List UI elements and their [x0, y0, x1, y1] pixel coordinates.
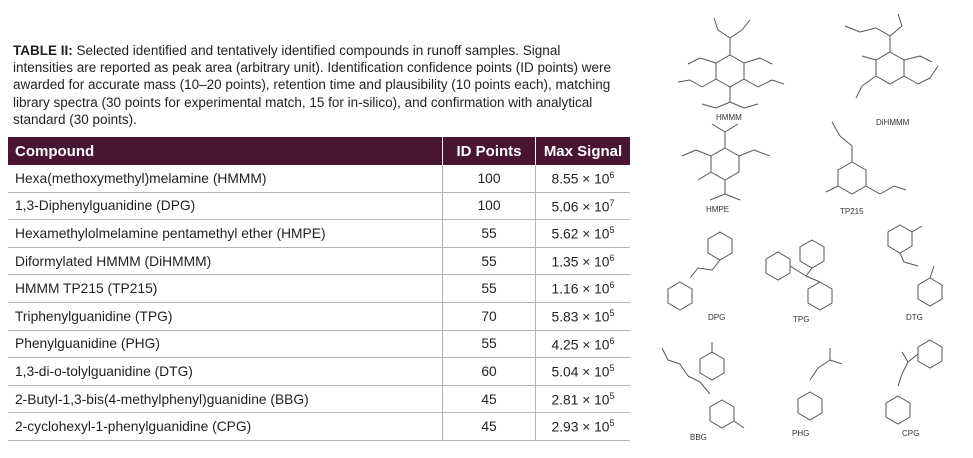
- phg-structure: [798, 348, 842, 420]
- id-points-cell: 55: [443, 220, 536, 248]
- table-row: [8, 192, 630, 220]
- max-signal-cell: $2.93 \times 10^5$: [536, 413, 631, 441]
- table-row: [8, 330, 630, 358]
- max-signal-cell: $1.16 \times 10^6$: [536, 275, 631, 303]
- max-signal-cell: $2.81 \times 10^5$: [536, 385, 631, 413]
- signal-mantissa: 5.06: [551, 199, 579, 215]
- structure-label-bbg: BBG: [690, 433, 707, 442]
- table-row: [8, 302, 630, 330]
- dihmmm-structure: [845, 14, 938, 98]
- signal-exponent: 7: [609, 197, 615, 208]
- compound-cell: Hexamethylolmelamine pentamethyl ether (HMPE): [8, 220, 443, 248]
- compound-cell: 1,3-di-o-tolylguanidine (DTG): [8, 358, 443, 386]
- structure-label-hmmm: HMMM: [716, 113, 742, 122]
- caption-label: TABLE II:: [13, 43, 73, 58]
- signal-exponent: 5: [609, 418, 615, 429]
- table-row: [8, 247, 630, 275]
- max-signal-cell: $5.06 \times 10^7$: [536, 192, 631, 220]
- structure-label-phg: PHG: [792, 429, 810, 438]
- id-points-cell: 55: [443, 330, 536, 358]
- signal-exponent: 6: [609, 170, 615, 180]
- signal-mantissa: 1.35: [551, 254, 579, 270]
- compound-cell: Triphenylguanidine (TPG): [8, 302, 443, 330]
- id-points-cell: 100: [443, 192, 536, 220]
- tpg-structure: [766, 240, 832, 310]
- structure-label-dtg: DTG: [906, 313, 923, 322]
- structure-label-cpg: CPG: [902, 429, 920, 438]
- cpg-structure: [886, 340, 942, 424]
- signal-exponent: 6: [609, 280, 615, 291]
- dpg-structure: [668, 232, 732, 310]
- table-row: [8, 220, 630, 248]
- table-row: [8, 358, 630, 386]
- column-header-id-points: ID Points: [443, 137, 536, 165]
- hmmm-structure: [678, 18, 784, 108]
- hmpe-structure: [682, 124, 770, 200]
- max-signal-cell: $5.83 \times 10^5$: [536, 302, 631, 330]
- signal-exponent: 5: [609, 390, 615, 401]
- compound-cell: 1,3-Diphenylguanidine (DPG): [8, 192, 443, 220]
- id-points-cell: 100: [443, 165, 536, 192]
- structure-label-dpg: DPG: [708, 313, 726, 322]
- tp215-structure: [826, 122, 906, 194]
- id-points-cell: 45: [443, 385, 536, 413]
- compound-cell: Diformylated HMMM (DiHMMM): [8, 247, 443, 275]
- signal-mantissa: 5.62: [551, 226, 579, 242]
- column-header-compound: Compound: [8, 137, 443, 165]
- table-row: [8, 385, 630, 413]
- caption-text: Selected identified and tentatively identified compounds in runoff samples. Signal intensities are reported as peak area (arbitrary unit). Identification confidence points (ID points) were awarded for accurate mass (10–20 points), retention time and plausibility (10 points each), matching library spectra (30 points for experimental match, 15 for in-silico), and confirmation with analytical standard (30 points).: [13, 43, 612, 127]
- max-signal-cell: $5.04 \times 10^5$: [536, 358, 631, 386]
- signal-mantissa: 8.55: [551, 171, 579, 187]
- id-points-cell: 70: [443, 302, 536, 330]
- signal-mantissa: 4.25: [551, 337, 579, 353]
- bbg-structure: [662, 342, 744, 428]
- id-points-cell: 60: [443, 358, 536, 386]
- compound-cell: Phenylguanidine (PHG): [8, 330, 443, 358]
- max-signal-cell: $1.35 \times 10^6$: [536, 247, 631, 275]
- table-caption: [13, 42, 623, 128]
- signal-mantissa: 5.83: [551, 309, 579, 325]
- structure-label-tpg: TPG: [793, 315, 810, 324]
- table-row: [8, 413, 630, 441]
- chemical-structures-panel: [640, 0, 973, 458]
- signal-mantissa: 2.81: [551, 392, 579, 408]
- signal-exponent: 5: [609, 307, 615, 318]
- max-signal-cell: $4.25 \times 10^6$: [536, 330, 631, 358]
- table-header-row: [8, 137, 630, 165]
- max-signal-cell: $5.62 \times 10^5$: [536, 220, 631, 248]
- compound-cell: HMMM TP215 (TP215): [8, 275, 443, 303]
- column-header-max-signal: Max Signal: [543, 142, 623, 160]
- signal-exponent: 5: [609, 363, 615, 374]
- signal-mantissa: 2.93: [551, 419, 579, 435]
- dtg-structure: [888, 225, 942, 306]
- compounds-table: [8, 137, 630, 441]
- structure-label-hmpe: HMPE: [706, 205, 730, 214]
- max-signal-cell: $8.55 \times 10^6$: [536, 165, 631, 192]
- compound-cell: Hexa(methoxymethyl)melamine (HMMM): [8, 165, 443, 192]
- table-row: [8, 275, 630, 303]
- compound-cell: 2-Butyl-1,3-bis(4-methylphenyl)guanidine (BBG): [8, 385, 443, 413]
- structure-label-tp215: TP215: [840, 207, 864, 216]
- id-points-cell: 55: [443, 247, 536, 275]
- signal-exponent: 6: [609, 252, 615, 263]
- signal-exponent: 6: [609, 335, 615, 346]
- id-points-cell: 55: [443, 275, 536, 303]
- table-row: [8, 165, 630, 192]
- id-points-cell: 45: [443, 413, 536, 441]
- signal-exponent: 5: [609, 225, 615, 236]
- signal-mantissa: 5.04: [551, 364, 579, 380]
- structure-label-dihmmm: DiHMMM: [876, 118, 910, 127]
- compound-cell: 2-cyclohexyl-1-phenylguanidine (CPG): [8, 413, 443, 441]
- signal-mantissa: 1.16: [551, 281, 579, 297]
